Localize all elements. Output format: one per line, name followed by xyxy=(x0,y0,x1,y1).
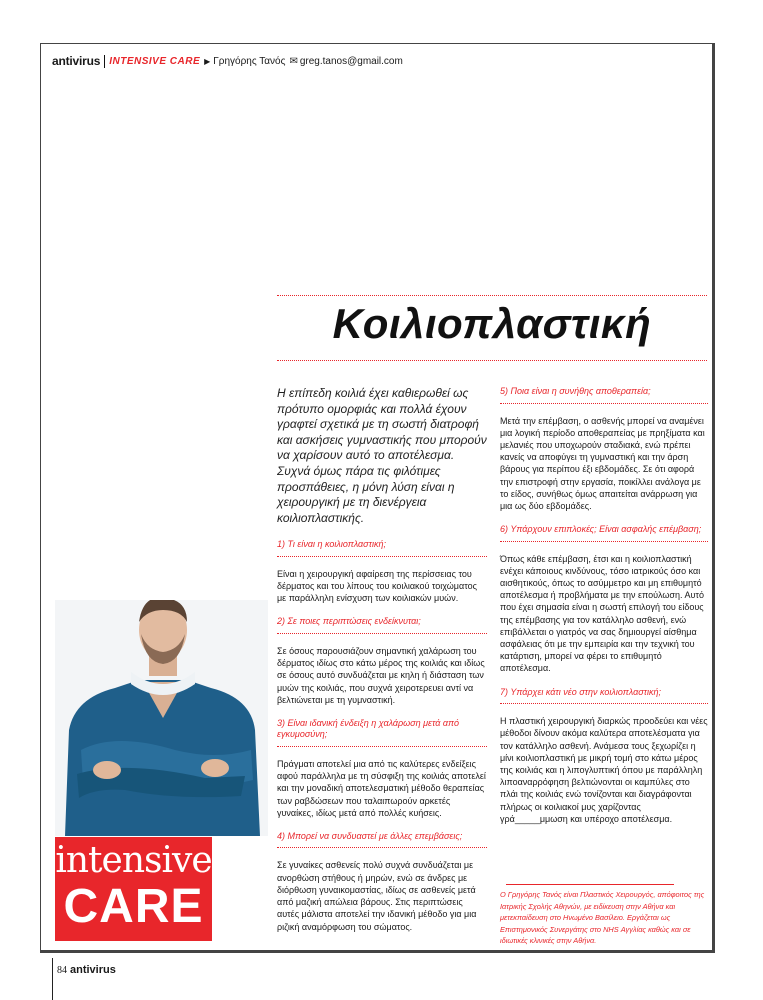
answer-paragraph: Η πλαστική χειρουργική διαρκώς προοδεύει και νέες μέθοδοι δίνουν ακόμα καλύτερα αποτελέσματα για τον κατάλληλο ασθενή. Ανάμεσα τους ξεχωρίζει η μίνι κοιλιοπλαστική με μικρή τομή στο κάτω μέρος της κοιλιάς και η λιπογλυπτική όπου με παράλληλη λιποαναρρόφηση βελτιώνονται οι καμπύλες στο πλάι της κοιλιάς ενώ τονίζονται και διαγράφονται πλήρως οι κοιλιακοί μυς χαρίζοντας γρά_____μμωση και υπέροχο αποτέλεσμα. xyxy=(500,716,708,824)
bio-rule xyxy=(506,884,674,885)
answer-paragraph: Πράγματι αποτελεί μια από τις καλύτερες ενδείξεις αφού παράλληλα με τη σύσφιξη της κοιλιάς αποτελεί και την μοναδική αποτελεσματική μέθοδο θεραπείας των ραβδώσεων που ταλαιπωρούν αρκετές γυναίκες, ιδίως μετά από πολλές κυήσεις. xyxy=(277,758,486,818)
header-divider xyxy=(104,55,105,68)
question-heading: 5) Ποια είναι η συνήθης αποθεραπεία; xyxy=(500,386,708,404)
badge-line-1: intensive xyxy=(55,840,212,881)
footer-rule xyxy=(52,958,53,1000)
question-heading: 6) Υπάρχουν επιπλοκές; Είναι ασφαλής επέμβαση; xyxy=(500,524,708,542)
author-email: greg.tanos@gmail.com xyxy=(299,55,403,67)
answer-paragraph: Σε όσους παρουσιάζουν σημαντική χαλάρωση του δέρματος ιδίως στο κάτω μέρος της κοιλιάς και ιδίως σε όσους αυτό συνδυάζεται με κηλη ή διάσταση των μυών της κοιλιάς, που συχνά χειροτερευει αντί να βελτιώνεται με τη γυμναστική. xyxy=(277,645,485,705)
left-column xyxy=(277,386,487,945)
article-lead: Η επίπεδη κοιλιά έχει καθιερωθεί ως πρότυπο ομορφιάς και πολλά έχουν γραφτεί σχετικά με τη σωστή διατροφή και ασκήσεις γυμναστικής που μπορούν να χαρίσουν αυτό το αποτέλεσμα. Συχνά όμως πάρα τις φιλότιμες προσπάθειες, η μόνη λύση είναι η χειρουργική με τη διενέργεια κοιλιοπλαστικής. xyxy=(277,386,487,525)
page-footer xyxy=(57,964,116,976)
question-heading: 2) Σε ποιες περιπτώσεις ενδείκνυται; xyxy=(277,616,487,634)
title-top-rule xyxy=(277,295,707,296)
badge-line-2: CARE xyxy=(63,880,204,933)
footer-brand: antivirus xyxy=(70,964,116,976)
question-heading: 7) Υπάρχει κάτι νέο στην κοιλιοπλαστική; xyxy=(500,687,708,705)
answer-paragraph: Σε γυναίκες ασθενείς πολύ συχνά συνδυάζεται με ανορθώση στήθους ή μηρών, ενώ σε άνδρες με διόρθωση γυναικομαστίας, ιδίως σε ασθενείς μετά από μαζική απώλεια βάρους. Στις περιπτώσεις αυτές μάλιστα αποτελεί την ιδανική μέθοδο για μια ριζική αναμόρφωση του σώματος. xyxy=(277,860,477,932)
answer-paragraph: Είναι η χειρουργική αφαίρεση της περίσσειας του δέρματος και του λίπους του κοιλιακού τοιχώματος με παράλληλη ενίσχυση των κοιλιακών μυών. xyxy=(277,568,477,604)
surgeon-photo xyxy=(55,600,268,836)
question-heading: 1) Τι είναι η κοιλιοπλαστική; xyxy=(277,539,487,557)
triangle-right-icon: ▶ xyxy=(204,56,211,66)
right-column xyxy=(500,386,708,837)
intensive-care-badge xyxy=(55,837,212,941)
author-bio: Ο Γρηγόρης Τανός είναι Πλαστικός Χειρουργός, απόφοιτος της Ιατρικής Σχολής Αθηνών, με ειδίκευση στην Αθήνα και μετεκπαίδευση στο Ηνωμένο Βασίλειο. Εργάζεται ως Επιστημονικός Συνεργάτης στο NHS Αγγλίας καθώς και σε ιδιωτικές κλινικές στην Αθήνα. xyxy=(500,890,705,946)
page-header xyxy=(52,53,403,69)
title-bottom-rule xyxy=(277,360,707,361)
surgeon-illustration xyxy=(55,600,268,836)
question-heading: 3) Είναι ιδανική ένδειξη η χαλάρωση μετά από εγκυμοσύνη; xyxy=(277,718,487,747)
magazine-brand: antivirus xyxy=(52,54,101,68)
author-name: Γρηγόρης Τανός xyxy=(213,55,286,67)
question-heading: 4) Μπορεί να συνδυαστεί με άλλες επεμβάσεις; xyxy=(277,831,487,849)
answer-paragraph: Μετά την επέμβαση, ο ασθενής μπορεί να αναμένει μια λογική περίοδο αποθεραπείας με πρηξίματα και μελανιές που υποχωρούν σταδιακά, ενώ πρέπει κανείς να αποφύγει τη γυμναστική και την άρση βάρους για περίπου έξι εβδομάδες. Σε ότι αφορά την επιστροφή στην εργασία, ποικίλλει ανάλογα με το είδος, συνήθως όμως απαιτείται ανάρρωση για μια ως δύο εβδομάδες. xyxy=(500,415,705,511)
envelope-icon: ✉ xyxy=(289,55,298,67)
page-number: 84 xyxy=(57,964,67,976)
section-name: INTENSIVE CARE xyxy=(109,55,201,67)
article-title: Κοιλιοπλαστική xyxy=(332,300,652,347)
answer-paragraph: Όπως κάθε επέμβαση, έτσι και η κοιλιοπλαστική ενέχει κάποιους κινδύνους, τόσο ιατρικούς όσο και αισθητικούς, όπως το ασύμμετρο και μη επιθυμητό αποτέλεσμα ή προβλήματα με την επούλωση. Αυτό που έχει σημασία είναι η σωστή επιλογή του είδους της επέμβασης για τον κατάλληλο ασθενή, ενώ επιβάλλεται ο γιατρός να σας δημιουργεί αίσθημα ασφάλειας ότι με την εμπειρία και την τεχνική του κατάρτιση, μπορεί να φέρει το επιθυμητό αποτέλεσμα. xyxy=(500,553,704,674)
